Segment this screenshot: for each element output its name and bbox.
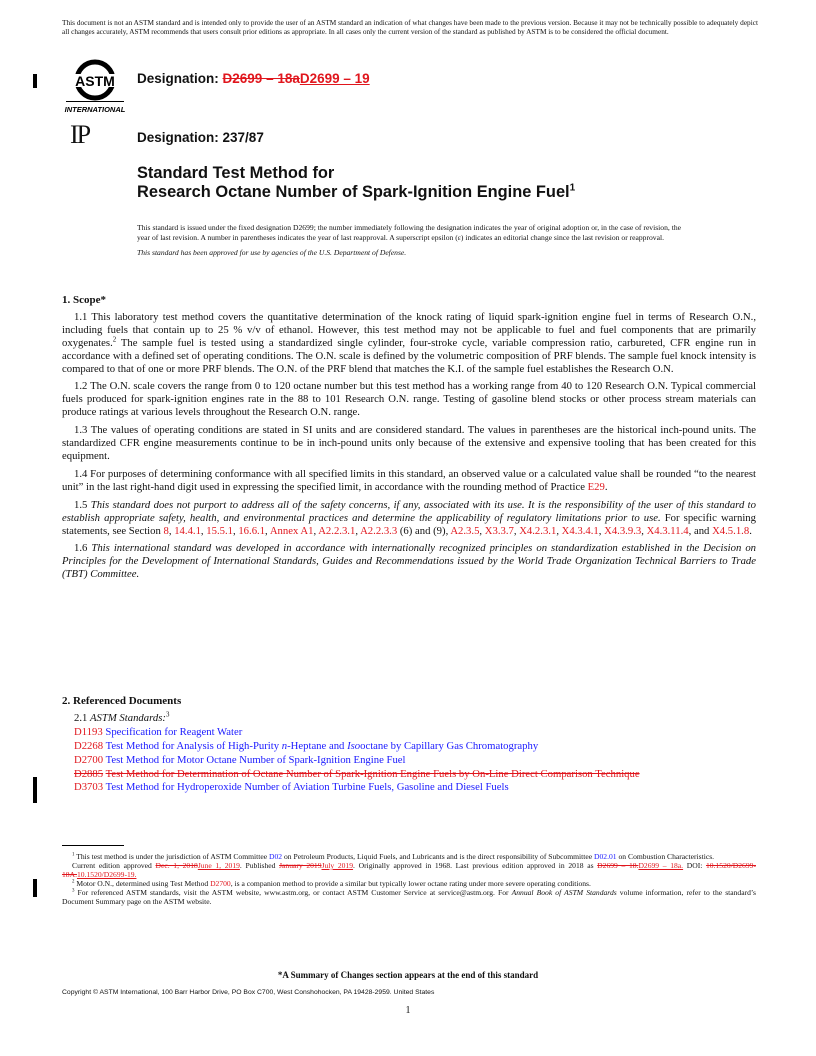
change-bar	[33, 74, 37, 88]
page-number: 1	[405, 1005, 411, 1016]
link-section[interactable]: X4.3.4.1	[561, 524, 599, 537]
intro-paragraph: This standard is issued under the fixed designation D2699; the number immediately following the designation indicates the year of original adoption or, in the case of revision, the year of last revision. A number in parentheses indicates the year of last reapproval. A superscript epsilon (ε) indicates an editorial change since the last revision or reapproval.	[137, 223, 681, 242]
ip-designation	[137, 130, 264, 145]
footnote-1: $^1$ This test method is under the jurisdiction of ASTM Committee D02 on Petroleum Products, Liquid Fuels, and Lubricants and is the direct responsibility of Subcommittee D02.01 on Combustion Characteristics.	[72, 852, 715, 861]
link-committee[interactable]: D02	[269, 852, 283, 861]
scope-1-5: 1.5 This standard does not purport to address all of the safety concerns, if any, associated with its use. It is the responsibility of the user of this standard to establish appropriate safety, health, and environmental practices and determine the applicability of regulatory limitations prior to use. For specific warning statements, see Section 8, 14.4.1, 15.5.1, 16.6.1, Annex A1, A2.2.3.1, A2.2.3.3 (6) and (9), A2.3.5, X3.3.7, X4.2.3.1, X4.3.4.1, X4.3.9.3, X4.3.11.4, and X4.5.1.8.	[62, 498, 757, 537]
footnotes	[62, 852, 756, 906]
link-section[interactable]: A2.3.5	[450, 524, 480, 537]
scope-1-4: 1.4 For purposes of determining conformance with all specified limits in this standard, an observed value or a calculated value shall be rounded “to the nearest unit” in the last right-hand digit used in expressing the specified limit, in accordance with the rounding method of Practice E29.	[62, 467, 756, 493]
footnote-edition: Current edition approved Dec. 1, 2018June 1, 2019. Published January 2019July 2019. Originally approved in 1968. Last previous edition approved in 2018 as D2699 – 18.D2699 – 18a. DOI: 10.1520/D2699-18A.10.1520/D2699-19.	[62, 861, 756, 879]
document-title	[137, 164, 575, 202]
astm-standards-subheading: 2.1 ASTM Standards:$^3$	[74, 710, 170, 724]
scope-heading: 1. Scope*	[62, 294, 106, 306]
reference-item[interactable]: D1193 Specification for Reagent Water	[74, 725, 243, 738]
astm-logo	[62, 56, 128, 116]
link-section[interactable]: 8	[163, 524, 169, 537]
refs-heading: 2. Referenced Documents	[62, 695, 182, 707]
disclaimer-notice: This document is not an ASTM standard and is intended only to provide the user of an ASTM standard an indication of what changes have been made to the previous version. Because it may not be technically possible to adequately depict all changes accurately, ASTM recommends that users consult prior editions as appropriate. In all cases only the current version of the standard as published by ASTM is to be considered the official document.	[62, 18, 758, 36]
scope-1-1: 1.1 This laboratory test method covers the quantitative determination of the knock rating of liquid spark-ignition engine fuel in terms of Research O.N., including fuels that contain up to 25 % v/v of ethanol. However, this test method may not be applicable to fuel and fuel components that are primarily oxygenates.$^2$ The sample fuel is tested using a standardized single cylinder, four-stroke cycle, variable compression ratio, carbureted, CFR engine run in accordance with a defined set of operating conditions. The O.N. scale is defined by the volumetric composition of PRF blends. The sample fuel knock intensity is compared to that of one or more PRF blends. The O.N. of the PRF blend that matches the K.I. of the sample fuel establishes the Research O.N.	[62, 310, 756, 375]
link-section[interactable]: 14.4.1	[174, 524, 201, 537]
link-section[interactable]: X4.5.1.8	[712, 524, 750, 537]
summary-of-changes-note: *A Summary of Changes section appears at the end of this standard	[277, 970, 539, 980]
copyright: Copyright © ASTM International, 100 Barr Harbor Drive, PO Box C700, West Conshohocken, PA 19428-2959. United States	[62, 989, 435, 996]
link-e29[interactable]: E29	[587, 480, 605, 493]
ip-designation-label: Designation:	[137, 130, 219, 145]
change-bar	[33, 879, 37, 897]
link-section[interactable]: 16.6.1	[238, 524, 266, 537]
footnote-3: $^3$ For referenced ASTM standards, visit the ASTM website, www.astm.org, or contact ASTM Customer Service at service@astm.org. For Annual Book of ASTM Standards volume information, refer to the standard’s Document Summary page on the ASTM website.	[62, 888, 756, 906]
link-section[interactable]: X4.3.9.3	[604, 524, 642, 537]
scope-1-3: 1.3 The values of operating conditions are stated in SI units and are considered standard. The values in parentheses are the historical inch-pound units. The standardized CFR engine measurements continue to be in inch-pound units only because of the extensive and expensive tooling that has been created for this equipment.	[62, 424, 756, 462]
ip-designation-value: 237/87	[222, 130, 264, 145]
scope-1-2: 1.2 The O.N. scale covers the range from 0 to 120 octane number but this test method has a working range from 40 to 120 Research O.N. Typical commercial fuels produced for spark-ignition engines rate in the 88 to 101 Research O.N. range. Testing of gasoline blend stocks or other process stream materials can produce ratings at various levels throughout the Research O.N. range.	[62, 380, 756, 419]
link-annex[interactable]: Annex A1	[269, 524, 314, 537]
reference-item-deleted[interactable]: D2885 Test Method for Determination of Octane Number of Spark-Ignition Engine Fuels by On-Line Direct Comparison Technique	[74, 767, 640, 780]
link-section[interactable]: X3.3.7	[484, 524, 514, 537]
title-line-1: Standard Test Method for	[137, 164, 335, 182]
standard-intro	[137, 223, 681, 264]
dod-approval-note: This standard has been approved for use by agencies of the U.S. Department of Defense.	[137, 248, 407, 258]
svg-text:ASTM: ASTM	[75, 73, 115, 89]
link-section[interactable]: A2.2.3.1	[318, 524, 356, 537]
scope-section	[62, 294, 756, 586]
reference-item[interactable]: D2268 Test Method for Analysis of High-Purity n-Heptane and Isooctane by Capillary Gas Chromatography	[74, 739, 539, 752]
title-line-2: Research Octane Number of Spark-Ignition Engine Fuel	[137, 183, 570, 201]
change-bar	[33, 777, 37, 803]
link-section[interactable]: A2.2.3.3	[360, 524, 398, 537]
link-section[interactable]: 15.5.1	[206, 524, 233, 537]
footnote-ref[interactable]: 3	[165, 710, 170, 719]
scope-1-6: 1.6 This international standard was developed in accordance with internationally recognized principles on standardization established in the Decision on Principles for the Development of International Standards, Guides and Recommendations issued by the World Trade Organization Technical Barriers to Trade (TBT) Committee.	[62, 542, 757, 581]
link-section[interactable]: X4.2.3.1	[519, 524, 557, 537]
reference-item[interactable]: D3703 Test Method for Hydroperoxide Number of Aviation Turbine Fuels, Gasoline and Diesel Fuels	[74, 781, 509, 794]
link-d2700[interactable]: D2700	[210, 879, 231, 888]
designation-line	[137, 71, 370, 86]
svg-text:INTERNATIONAL: INTERNATIONAL	[64, 105, 126, 114]
footnote-rule	[62, 845, 124, 846]
designation-old: D2699 – 18a	[222, 71, 300, 86]
footnote-2: $^2$ Motor O.N., determined using Test Method D2700, is a companion method to provide a similar but typically lower octane rating under more severe operating conditions.	[72, 879, 591, 888]
ip-logo: IP	[70, 120, 90, 149]
title-footnote-ref[interactable]: 1	[569, 182, 576, 194]
link-subcommittee[interactable]: D02.01	[594, 852, 617, 861]
reference-item[interactable]: D2700 Test Method for Motor Octane Number of Spark-Ignition Engine Fuel	[74, 753, 406, 766]
link-section[interactable]: X4.3.11.4	[646, 524, 689, 537]
footnote-ref[interactable]: 2	[112, 335, 117, 344]
referenced-documents-section	[62, 695, 756, 795]
astm-logo-icon	[62, 56, 128, 116]
designation-label: Designation:	[137, 71, 219, 86]
designation-new: D2699 – 19	[299, 71, 370, 86]
